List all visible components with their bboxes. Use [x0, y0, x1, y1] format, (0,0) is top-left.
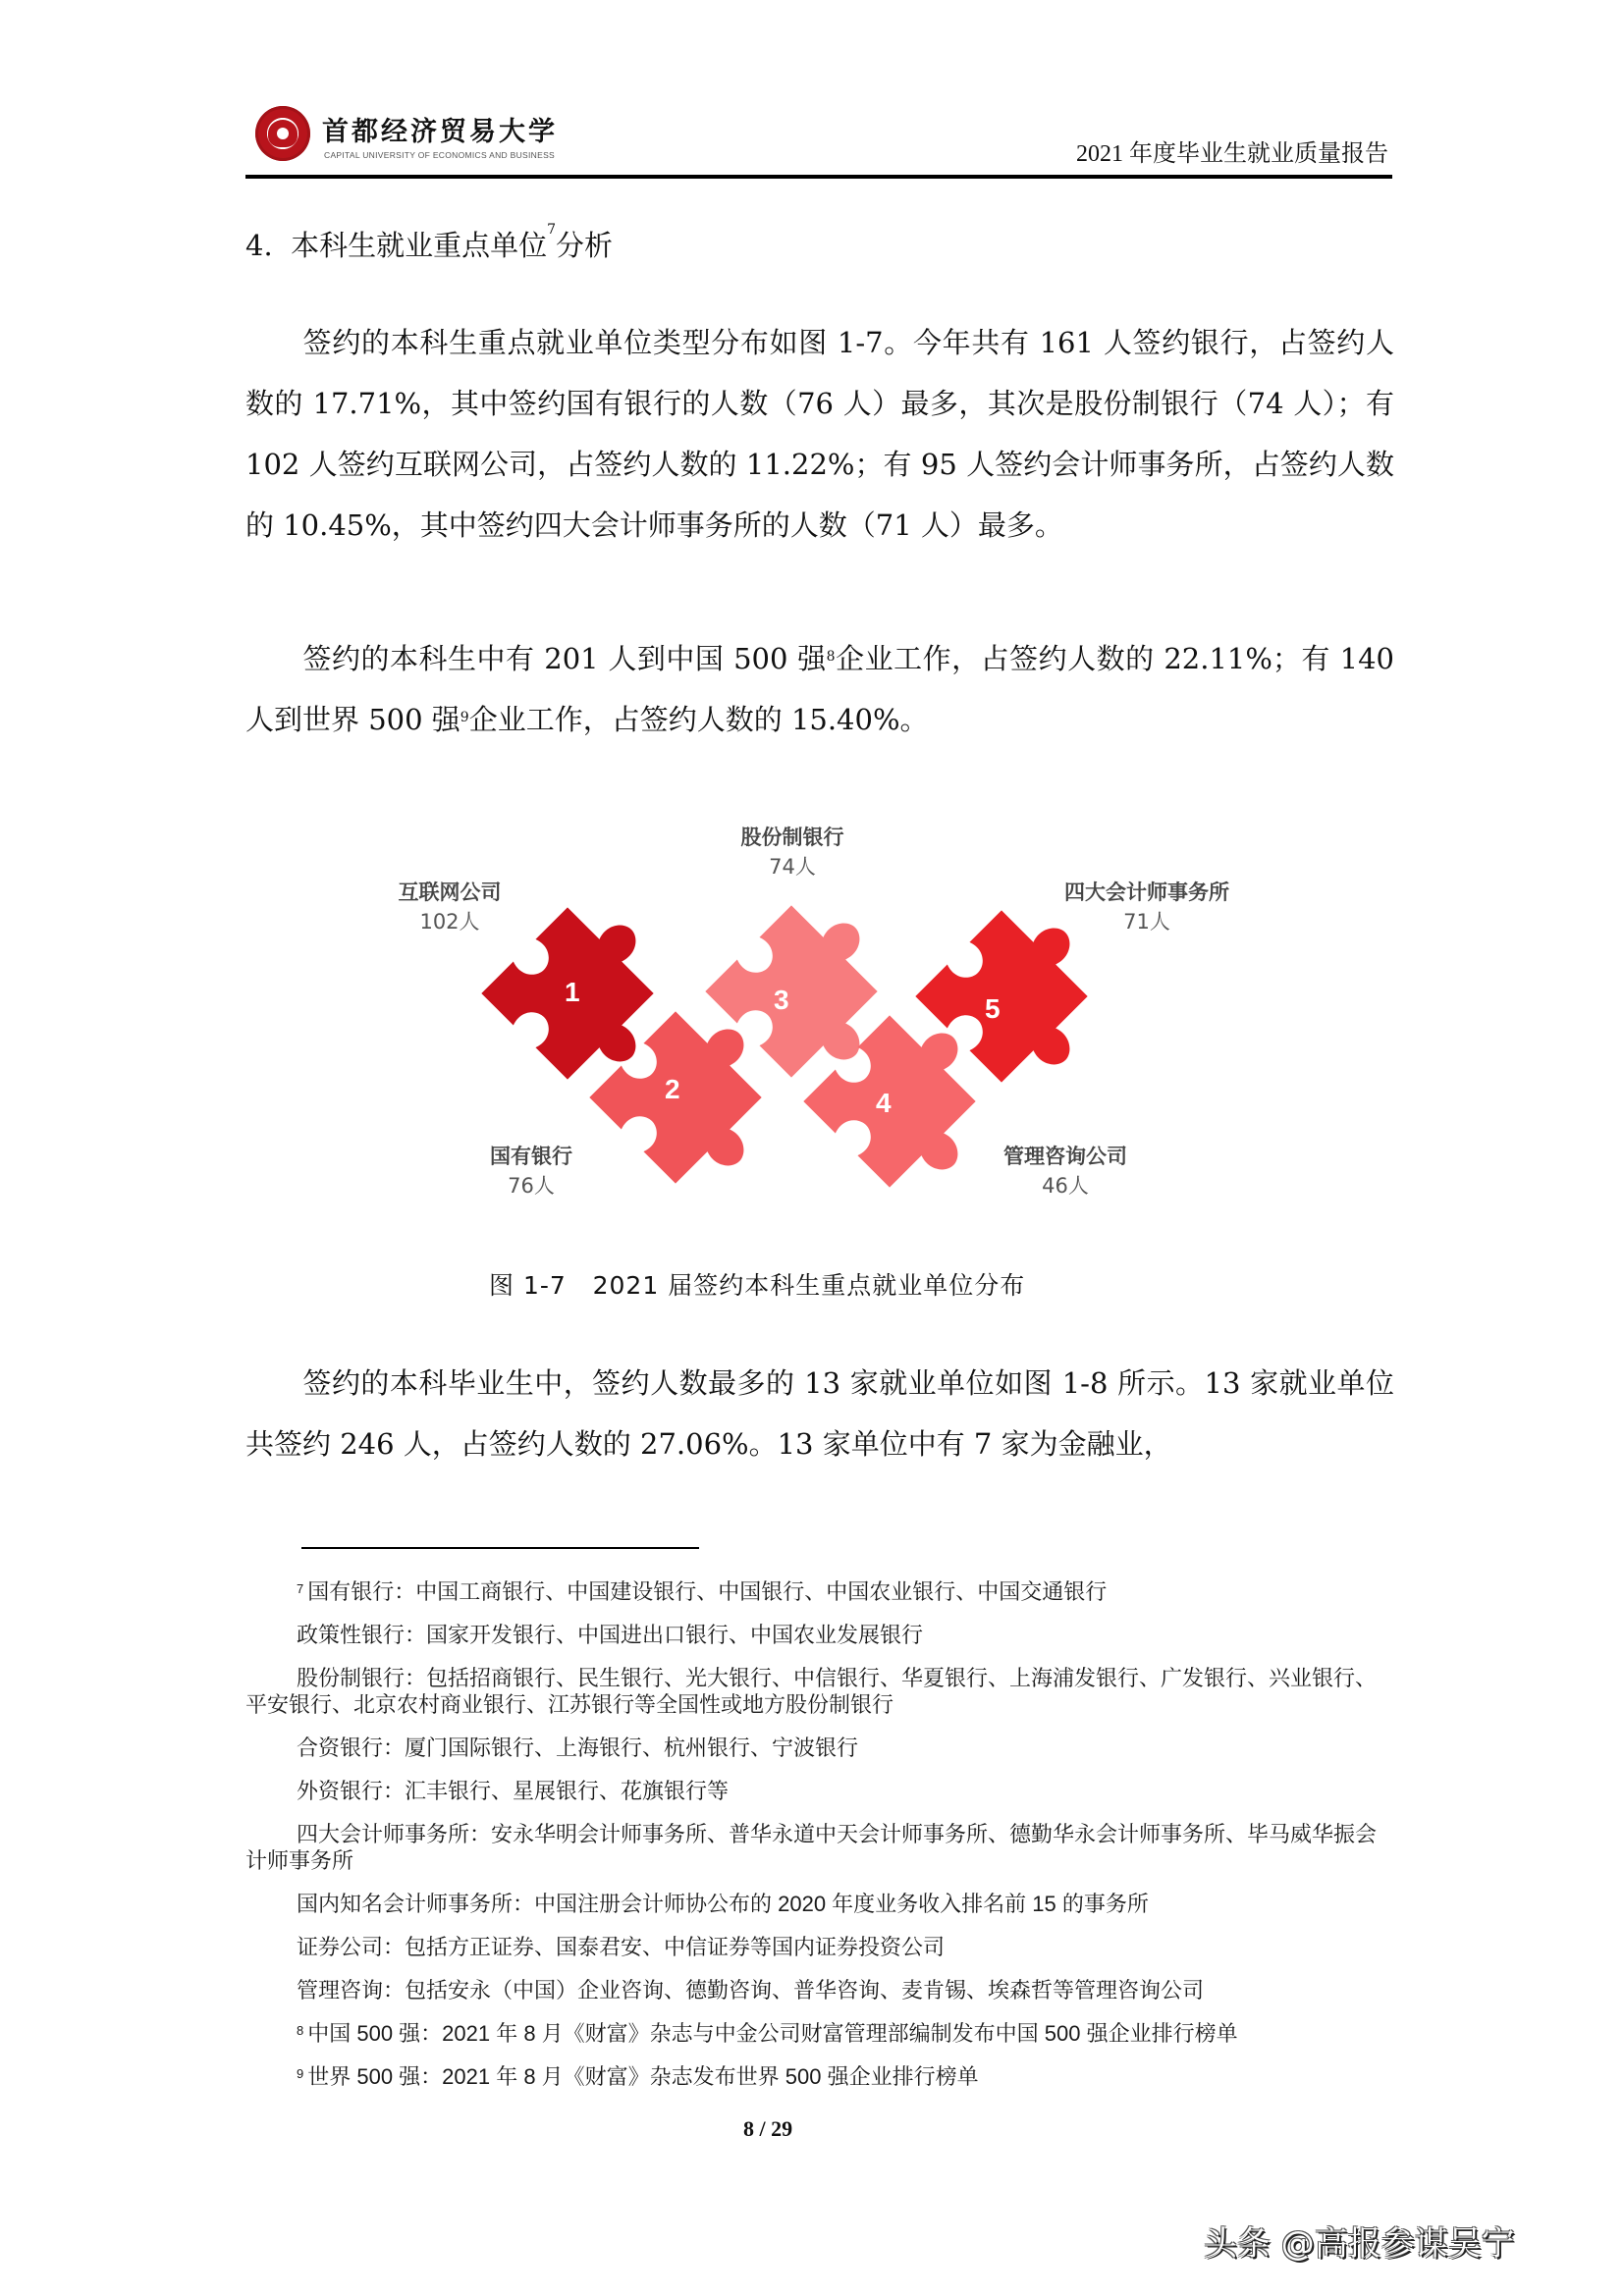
footnote-big-four: 四大会计师事务所：安永华明会计师事务所、普华永道中天会计师事务所、德勤华永会计师事务所、毕马威华振会计师事务所 [245, 1822, 1378, 1873]
paragraph-top13-employers [245, 1353, 1394, 1474]
footnote-foreign-banks: 外资银行：汇丰银行、星展银行、花旗银行等 [297, 1779, 730, 1803]
section-title-end: 分析 [556, 229, 614, 262]
footnote-7: $^7$ 国有银行：中国工商银行、中国建设银行、中国银行、中国农业银行、中国交通银行 [297, 1579, 1108, 1604]
section-title: 本科生就业重点单位 [291, 229, 548, 262]
piece-number-4: 4 [876, 1088, 892, 1118]
watermark: 头条 @高报参谋吴宁 [1204, 2224, 1515, 2264]
footnote-ref-8[interactable]: 8 [826, 649, 836, 665]
footnote-consulting: 管理咨询：包括安永（中国）企业咨询、德勤咨询、普华咨询、麦肯锡、埃森哲等管理咨询公司 [297, 1978, 1205, 2002]
footnote-securities: 证券公司：包括方正证券、国泰君安、中信证券等国内证券投资公司 [297, 1935, 946, 1959]
piece-number-1: 1 [565, 977, 580, 1007]
section-number: 4. [245, 229, 273, 262]
piece-number-2: 2 [665, 1074, 680, 1104]
label-big-four-accounting: 四大会计师事务所 71人 [1064, 881, 1229, 934]
paragraph-text: 企业工作，占签约人数的 15.40%。 [468, 703, 929, 736]
paragraph-text: 签约的本科毕业生中，签约人数最多的 13 家就业单位如图 1-8 所示。13 家就业单位共签约 246 人，占签约人数的 27.06%。13 家单位中有 7 家为金融业， [245, 1366, 1394, 1461]
footnote-divider [301, 1547, 699, 1549]
footnote-ref-7[interactable]: 7 [547, 222, 557, 238]
footnote-joint-stock-banks: 股份制银行：包括招商银行、民生银行、光大银行、中信银行、华夏银行、上海浦发银行、广发银行、兴业银行、平安银行、北京农村商业银行、江苏银行等全国性或地方股份制银行 [245, 1666, 1378, 1717]
footnote-8: $^8$ 中国 500 强：2021 年 8 月《财富》杂志与中金公司财富管理部编制发布中国 500 强企业排行榜单 [297, 2021, 1238, 2046]
label-joint-stock-banks: 股份制银行 74人 [740, 826, 844, 879]
footnotes [245, 1578, 1394, 2107]
paragraph-text: 签约的本科生重点就业单位类型分布如图 1-7。今年共有 161 人签约银行，占签约人数的 17.71%，其中签约国有银行的人数（76 人）最多，其次是股份制银行（74 人）；有 102 人签约互联网公司，占签约人数的 11.22%；有 95 人签约会计师事务所，占签约人数的 10.45%，其中签约四大会计师事务所的人数（71 人）最多。 [245, 326, 1394, 542]
label-internet-companies: 互联网公司 102人 [398, 881, 502, 934]
piece-number-3: 3 [774, 985, 789, 1015]
footnote-joint-venture-banks: 合资银行：厦门国际银行、上海银行、杭州银行、宁波银行 [297, 1735, 859, 1760]
university-name-en: CAPITAL UNIVERSITY OF ECONOMICS AND BUSINESS [324, 150, 556, 160]
footnote-policy-banks: 政策性银行：国家开发银行、中国进出口银行、中国农业发展银行 [297, 1623, 924, 1647]
footnote-ref-9[interactable]: 9 [460, 710, 469, 725]
label-state-banks: 国有银行 76人 [490, 1145, 572, 1198]
label-consulting-firms: 管理咨询公司 46人 [1003, 1145, 1127, 1198]
figure-caption: 图 1-7 2021 届签约本科生重点就业单位分布 [489, 1271, 1026, 1300]
piece-number-5: 5 [985, 993, 1001, 1024]
paragraph-text: 企业工作，占签约人数的 22.11%；有 140 人到世界 500 强 [245, 642, 1395, 736]
footnote-9: $^9$ 世界 500 强：2021 年 8 月《财富》杂志发布世界 500 强企业排行榜单 [297, 2064, 979, 2089]
report-title: 2021 年度毕业生就业质量报告 [1076, 141, 1388, 167]
footnote-domestic-accounting: 国内知名会计师事务所：中国注册会计师协公布的 2020 年度业务收入排名前 15 的事务所 [297, 1892, 1149, 1916]
page-number: 8 / 29 [743, 2116, 793, 2141]
university-name-cn: 首都经济贸易大学 [322, 117, 558, 147]
paragraph-text: 签约的本科生中有 201 人到中国 500 强 [302, 642, 827, 675]
